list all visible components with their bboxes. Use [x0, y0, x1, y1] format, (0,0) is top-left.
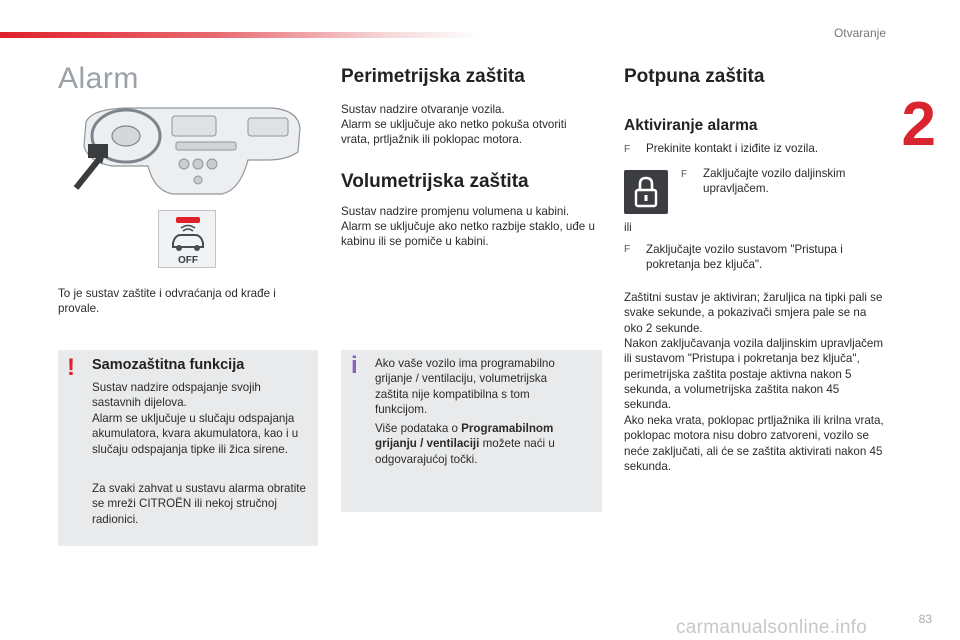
footer-watermark: carmanualsonline.info [676, 617, 868, 638]
alarm-intro-text: To je sustav zaštite i odvraćanja od krađe i provale. [58, 287, 276, 316]
page-number: 83 [918, 612, 932, 626]
info-para-2-suffix: možete naći u odgovarajućoj točki. [375, 437, 555, 466]
lock-remote-button [624, 170, 668, 214]
lock-icon [624, 170, 668, 214]
info-icon: i [351, 352, 358, 379]
warning-heading: Samozaštitna funkcija [92, 357, 245, 373]
activation-heading: Aktiviranje alarma [624, 117, 758, 134]
step-3-text: Zaključajte vozilo sustavom "Pristupa i pokretanja bez ključa". [646, 243, 843, 272]
step-2 [681, 166, 871, 197]
chapter-number: 2 [901, 90, 936, 159]
info-para-2-prefix: Više podataka o [375, 422, 462, 435]
info-para-1: Ako vaše vozilo ima programabilno grijanje / ventilaciju, volumetrijska zaštita nije kompatibilna s tom funkcijom. [375, 357, 555, 416]
activation-para-2: Nakon zaključavanja vozila daljinskim upravljačem ili sustavom "Pristupa i pokretanja bez ključa", perimetrijska zaštita postaje aktivna nakon 5 sekunda, a volumetrijska zaštita nakon 45 sekunda. [624, 337, 884, 412]
volumetric-para-1: Sustav nadzire promjenu volumena u kabini. [341, 205, 570, 218]
or-label: ili [624, 221, 632, 234]
section-label: Otvaranje [833, 26, 886, 40]
info-para-2 [375, 421, 585, 467]
dashboard-illustration-icon [72, 102, 304, 198]
page-title: Alarm [58, 62, 139, 95]
alarm-off-icon [159, 211, 217, 269]
perimeter-heading: Perimetrijska zaštita [341, 66, 525, 87]
warning-para-3: Za svaki zahvat u sustavu alarma obratite se mreži CITROËN ili nekoj stručnoj radionici. [92, 482, 306, 526]
top-accent-bar [0, 32, 480, 38]
step-1-text: Prekinite kontakt i iziđite iz vozila. [646, 142, 819, 155]
perimeter-para-1: Sustav nadzire otvaranje vozila. [341, 103, 505, 116]
off-label: OFF [178, 255, 198, 266]
warning-para-1: Sustav nadzire odspajanje svojih sastavnih dijelova. [92, 381, 261, 410]
volumetric-para-2: Alarm se uključuje ako netko razbije staklo, uđe u kabinu ili se pomiče u kabini. [341, 220, 595, 249]
step-3 [624, 242, 874, 273]
alarm-off-button [158, 210, 216, 268]
step-2-text: Zaključajte vozilo daljinskim upravljačem. [703, 167, 846, 196]
warning-para-2: Alarm se uključuje u slučaju odspajanja akumulatora, kvara akumulatora, kao i u slučaju odspajanja tipke ili žica sirene. [92, 412, 299, 456]
activation-para-1: Zaštitni sustav je aktiviran; žaruljica na tipki pali se svake sekunde, a pokazivači smjera pale se na oko 2 sekunde. [624, 291, 883, 335]
activation-para-3: Ako neka vrata, poklopac prtljažnika ili krilna vrata, poklopac motora nisu dobro zatvoreni, vozilo se neće zaključati, ali će se zaštita aktivirati nakon 45 sekunda. [624, 414, 884, 473]
step-2-bullet: F [681, 169, 688, 180]
warning-icon: ! [67, 354, 75, 381]
volumetric-heading: Volumetrijska zaštita [341, 171, 529, 192]
full-protection-heading: Potpuna zaštita [624, 66, 765, 87]
step-1-bullet: F [624, 144, 631, 155]
info-para-2-bold: Programabilnom grijanju / ventilaciji [375, 422, 554, 451]
perimeter-para-2: Alarm se uključuje ako netko pokuša otvoriti vrata, prtljažnik ili poklopac motora. [341, 118, 567, 147]
step-1 [624, 141, 884, 157]
step-3-bullet: F [624, 244, 631, 255]
